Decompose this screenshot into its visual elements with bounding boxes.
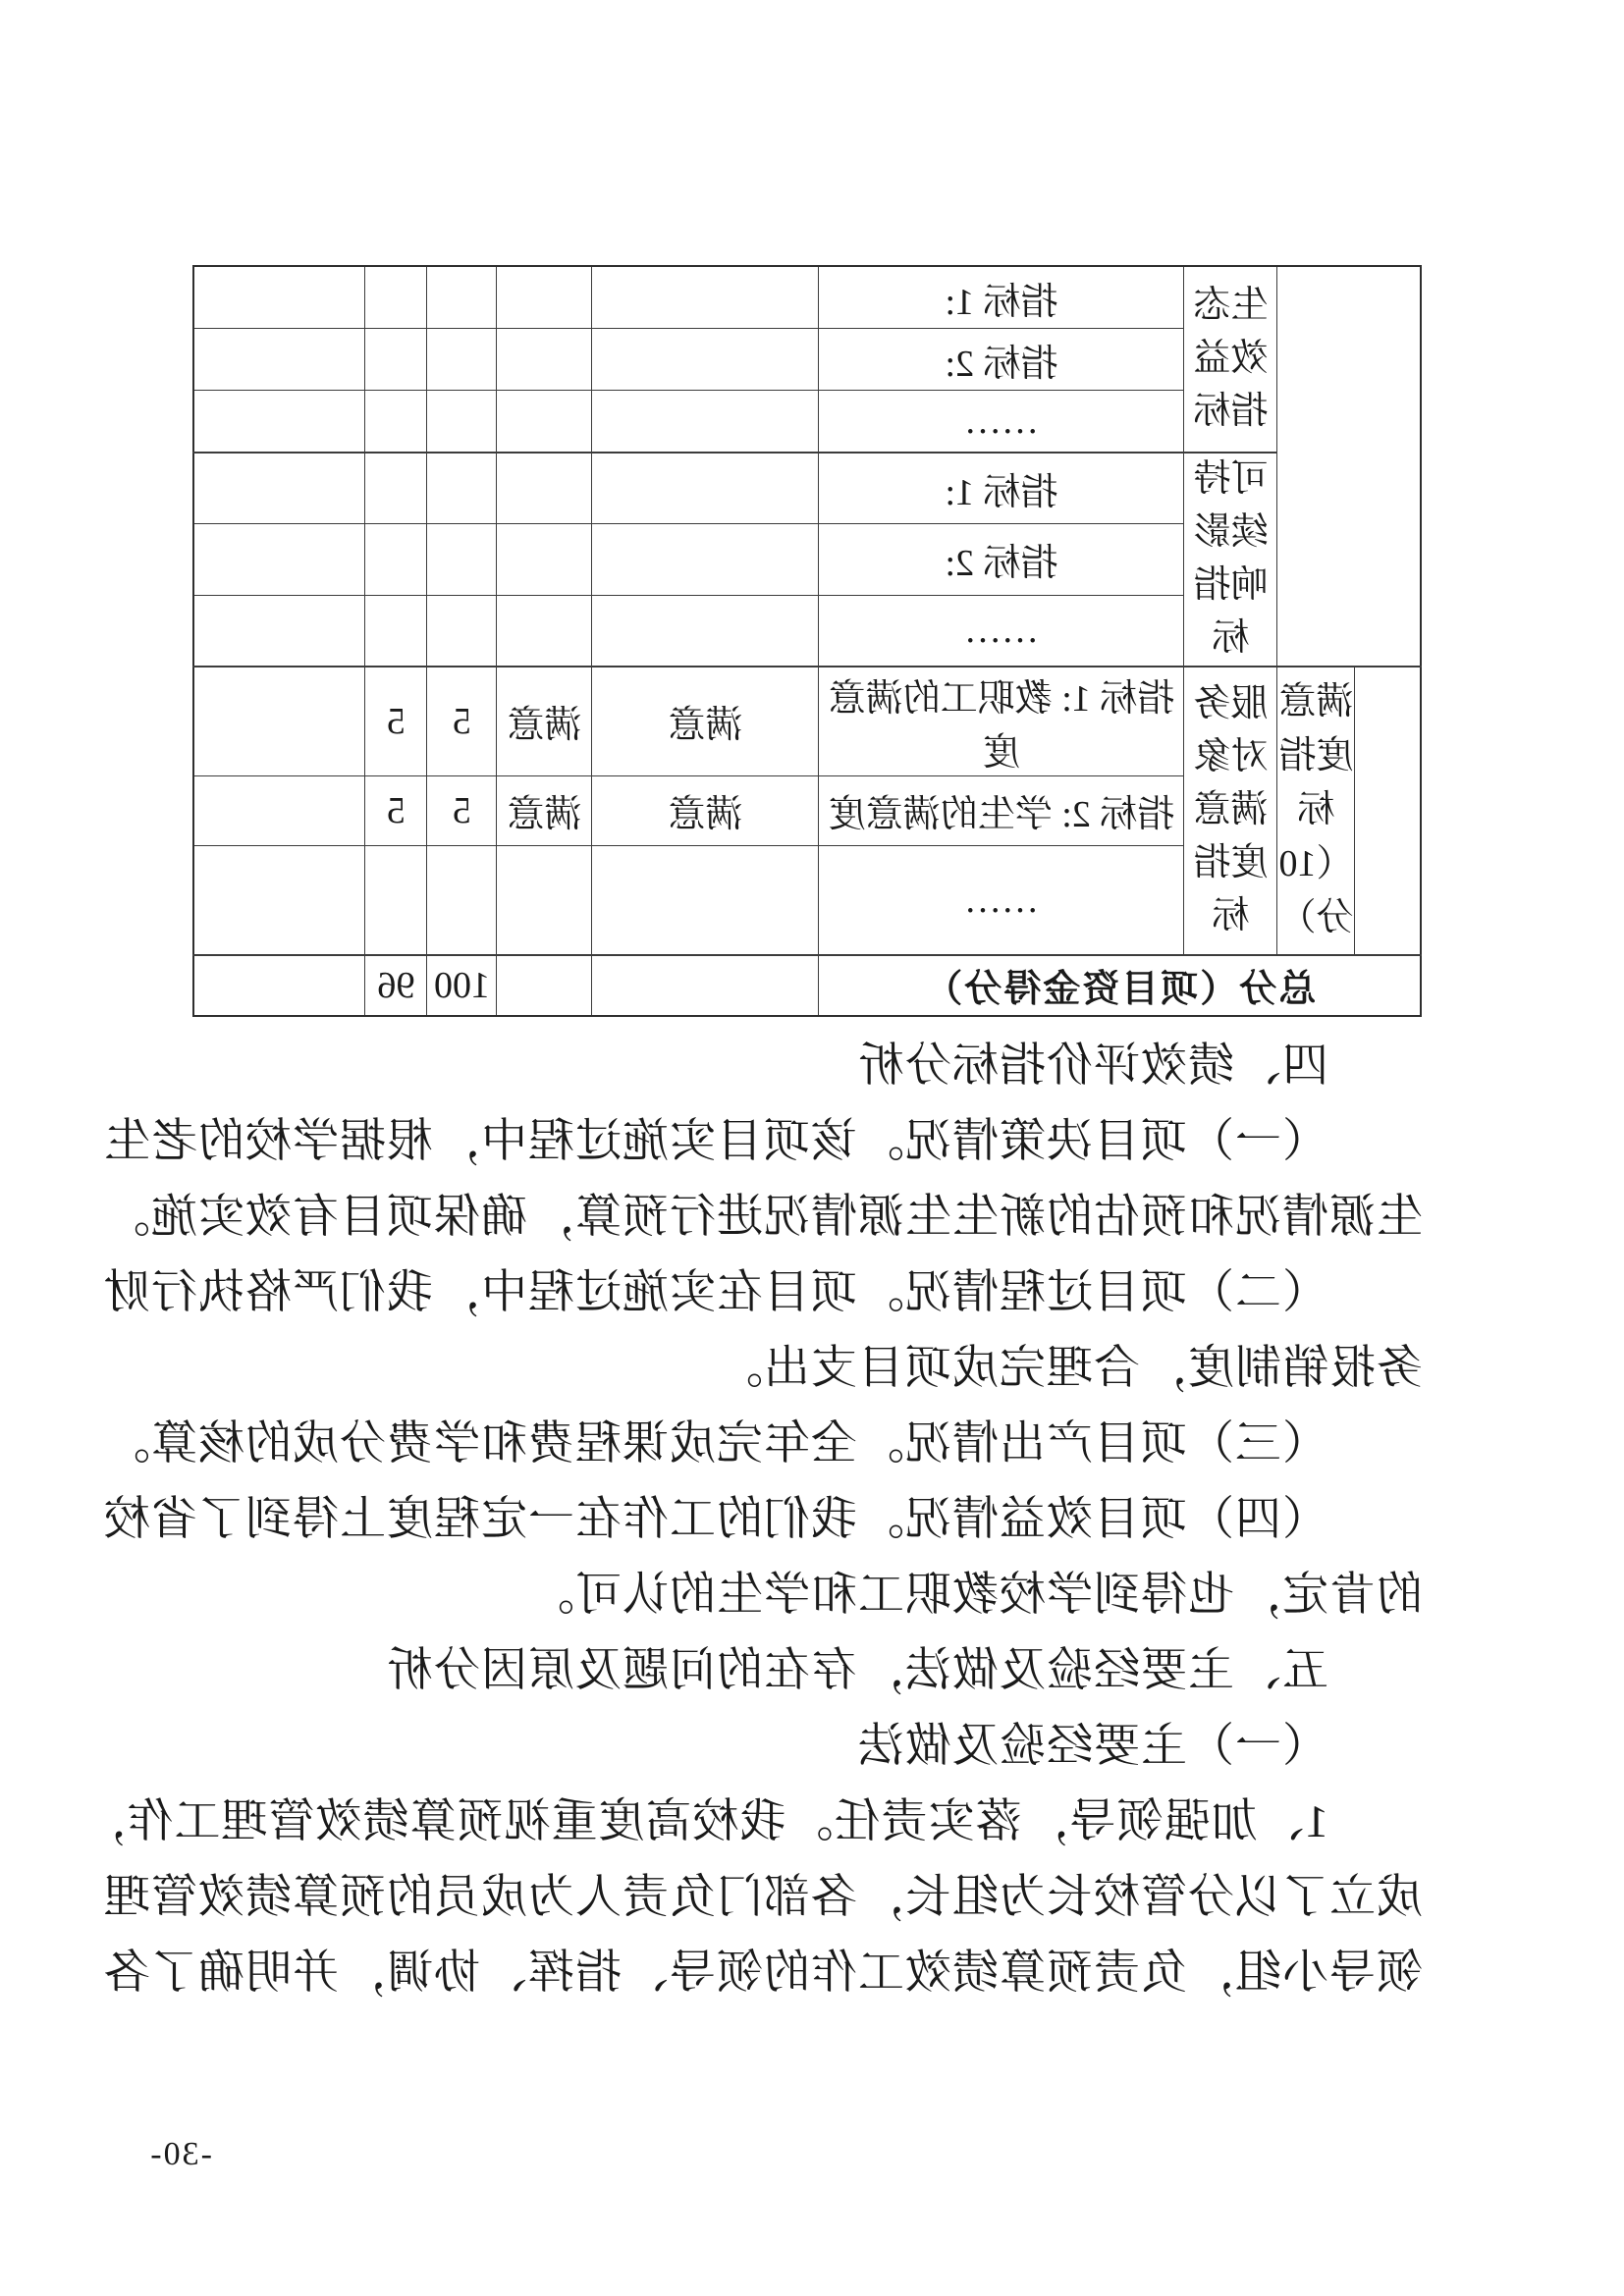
body-text xyxy=(79,1029,1423,2011)
satisfaction-indicator-2: 指标 2: 学生的满意度 xyxy=(819,775,1184,845)
empty-cell xyxy=(497,453,592,524)
score-cell: 5 xyxy=(365,775,427,845)
empty-cell xyxy=(365,845,427,955)
level1-continuation-cell xyxy=(1277,266,1421,667)
empty-cell xyxy=(427,266,497,329)
full-score-cell: 5 xyxy=(427,775,497,845)
full-score-cell: 5 xyxy=(427,667,497,776)
actual-value-cell: 满意 xyxy=(497,775,592,845)
eco-indicator-etc: …… xyxy=(819,391,1184,454)
heading-section-4: 四、绩效评价指标分析 xyxy=(857,1041,1328,1092)
empty-cell xyxy=(193,775,365,845)
empty-cell xyxy=(365,266,427,329)
total-full-score: 100 xyxy=(427,955,497,1016)
heading-subsection-1: （一）主要经验及做法 xyxy=(857,1721,1328,1772)
empty-cell xyxy=(592,329,819,391)
empty-cell xyxy=(427,595,497,667)
empty-sidebar-cell xyxy=(1355,667,1421,955)
empty-cell xyxy=(497,955,592,1016)
satisfaction-level2-label: 服务对象满意度指标 xyxy=(1184,667,1277,955)
empty-cell xyxy=(427,845,497,955)
empty-cell xyxy=(497,266,592,329)
eco-indicator-2: 指标 2: xyxy=(819,329,1184,391)
empty-cell xyxy=(193,391,365,454)
empty-cell xyxy=(427,391,497,454)
empty-cell xyxy=(193,453,365,524)
empty-cell xyxy=(592,266,819,329)
empty-cell xyxy=(193,524,365,595)
empty-cell xyxy=(365,453,427,524)
empty-cell xyxy=(365,524,427,595)
empty-cell xyxy=(193,266,365,329)
para-output-line1: （三）项目产出情况。全年完成课程费和学费分成的核算。 xyxy=(103,1418,1328,1469)
annual-value-cell: 满意 xyxy=(592,775,819,845)
para-decision-line1: （一）项目决策情况。该项目实施过程中，根据学校的老生 xyxy=(103,1116,1328,1167)
eco-indicator-1: 指标 1: xyxy=(819,266,1184,329)
empty-cell xyxy=(193,955,365,1016)
sustain-indicator-etc: …… xyxy=(819,595,1184,667)
empty-cell xyxy=(365,595,427,667)
para-experience-line2: 成立了以分管校长为组长，各部门负责人为成员的预算绩效管理 xyxy=(103,1872,1423,1923)
total-row-label: 总分（项目资金得分） xyxy=(819,955,1421,1016)
para-experience-line1: 1、加强领导，落实责任。我校高度重视预算绩效管理工作， xyxy=(79,1796,1328,1847)
sustain-indicator-1: 指标 1: xyxy=(819,453,1184,524)
para-benefit-line2: 的肯定，也得到学校教职工和学生的认可。 xyxy=(527,1570,1423,1621)
heading-section-5: 五、主要经验及做法，存在的问题及原因分析 xyxy=(386,1645,1328,1696)
empty-cell xyxy=(592,453,819,524)
empty-cell xyxy=(592,845,819,955)
satisfaction-level1-label: 满意度指标（10分） xyxy=(1277,667,1355,955)
empty-cell xyxy=(193,329,365,391)
empty-cell xyxy=(592,524,819,595)
empty-cell xyxy=(365,391,427,454)
para-decision-line2: 生源情况和预估的新生生源情况进行预算，确保项目有效实施。 xyxy=(103,1192,1423,1243)
empty-cell xyxy=(497,329,592,391)
annual-value-cell: 满意 xyxy=(592,667,819,776)
para-benefit-line1: （四）项目效益情况。我们的工作在一定程度上得到了省校 xyxy=(103,1494,1328,1545)
empty-cell xyxy=(427,524,497,595)
empty-cell xyxy=(193,845,365,955)
actual-value-cell: 满意 xyxy=(497,667,592,776)
empty-cell xyxy=(592,955,819,1016)
empty-cell xyxy=(193,667,365,776)
total-score: 96 xyxy=(365,955,427,1016)
sustain-group-label: 可持续影响指标 xyxy=(1184,453,1277,667)
empty-cell xyxy=(497,391,592,454)
page-number: -30- xyxy=(148,2136,212,2172)
para-process-line2: 务报销制度，合理完成项目支出。 xyxy=(716,1343,1423,1394)
empty-cell xyxy=(427,329,497,391)
empty-cell xyxy=(497,524,592,595)
satisfaction-indicator-etc: …… xyxy=(819,845,1184,955)
sustain-indicator-2: 指标 2: xyxy=(819,524,1184,595)
empty-cell xyxy=(427,453,497,524)
eco-group-label: 生态效益指标 xyxy=(1184,266,1277,453)
satisfaction-indicator-1: 指标 1: 教职工的满意度 xyxy=(819,667,1184,776)
para-experience-line3: 领导小组，负责预算绩效工作的领导、指挥、协调，并明确了各 xyxy=(103,1948,1423,1999)
para-process-line1: （二）项目过程情况。项目在实施过程中，我们严格执行财 xyxy=(103,1267,1328,1318)
empty-cell xyxy=(497,595,592,667)
empty-cell xyxy=(365,329,427,391)
empty-cell xyxy=(193,595,365,667)
performance-indicator-table xyxy=(192,265,1422,1017)
empty-cell xyxy=(592,595,819,667)
score-cell: 5 xyxy=(365,667,427,776)
empty-cell xyxy=(497,845,592,955)
empty-cell xyxy=(592,391,819,454)
